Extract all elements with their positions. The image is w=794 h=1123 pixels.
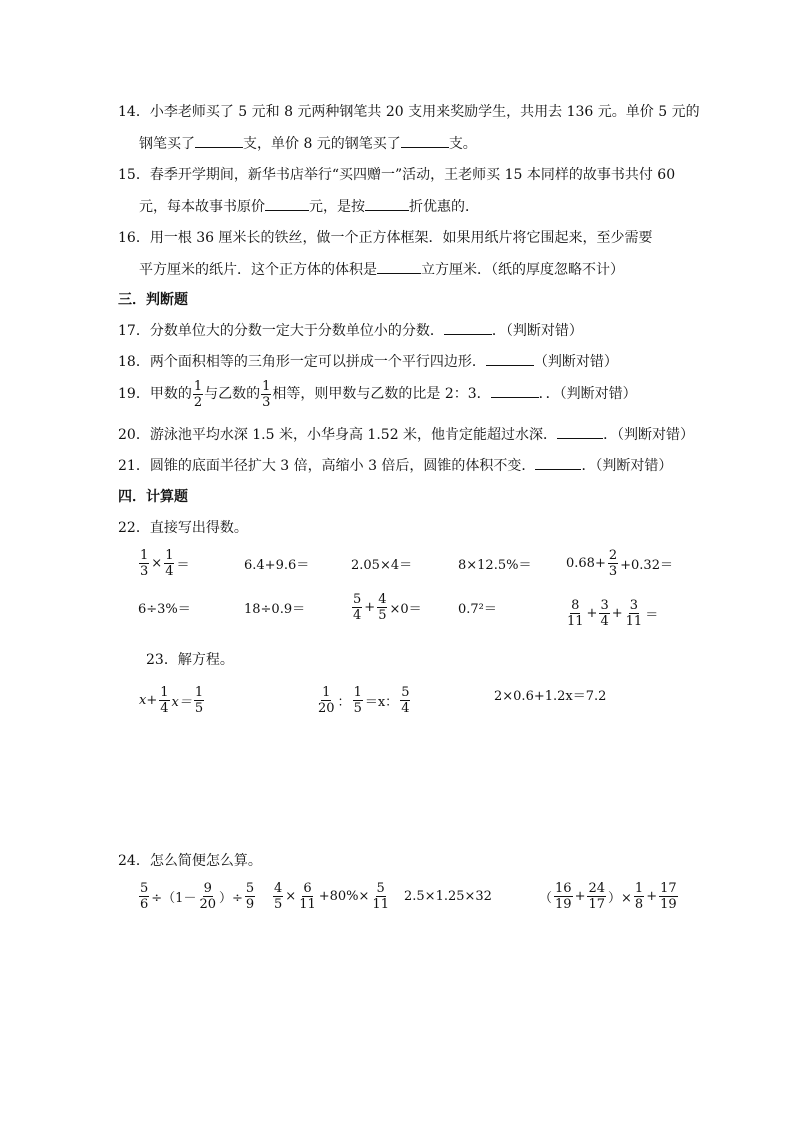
answer-blank[interactable] <box>535 455 581 470</box>
fraction <box>400 685 410 716</box>
fraction <box>634 881 644 912</box>
question-17-text: 17．分数单位大的分数一定大于分数单位小的分数． <box>118 323 444 339</box>
fraction <box>625 598 644 629</box>
question-21-suffix: ．（判断对错） <box>581 458 673 474</box>
expression <box>565 543 674 583</box>
question-21-text: 21．圆锥的底面半径扩大 3 倍，高缩小 3 倍后，圆锥的体积不变． <box>118 458 536 474</box>
denominator: 4 <box>160 700 169 716</box>
denominator: 4 <box>353 607 362 623</box>
numerator: 16 <box>555 880 572 896</box>
fraction <box>273 881 283 912</box>
fraction <box>139 548 149 579</box>
question-24-title: 24．怎么简便怎么算。 <box>118 853 262 869</box>
denominator: 11 <box>567 613 584 629</box>
numerator: 1 <box>160 684 169 700</box>
numerator: 6 <box>303 880 312 896</box>
expression-part: x＝ <box>171 694 192 710</box>
denominator: 5 <box>274 896 283 912</box>
operator: + <box>364 599 376 615</box>
question-19-suffix: ．．（判断对错） <box>538 386 637 402</box>
fraction <box>317 685 336 716</box>
operator: × <box>151 555 163 571</box>
denominator: 6 <box>140 896 149 912</box>
expression <box>272 876 391 916</box>
fraction <box>377 592 387 623</box>
expression-part: × <box>285 888 297 904</box>
numerator: 1 <box>262 378 271 394</box>
numerator: 8 <box>571 597 580 613</box>
answer-blank[interactable] <box>377 259 421 274</box>
question-14-text-b2: 支，单价 8 元的钢笔买了 <box>243 136 401 152</box>
expression <box>538 876 679 916</box>
numerator: 17 <box>660 880 677 896</box>
answer-blank[interactable] <box>195 133 243 148</box>
expression: 8×12.5%＝ <box>458 557 532 573</box>
numerator: 4 <box>274 880 283 896</box>
numerator: 5 <box>140 880 149 896</box>
equation <box>138 680 205 720</box>
fraction <box>353 685 363 716</box>
expression <box>138 876 256 916</box>
denominator: 5 <box>378 607 387 623</box>
denominator: 2 <box>193 394 203 410</box>
equals: ＝ <box>176 557 190 573</box>
question-18-suffix: （判断对错） <box>533 354 618 370</box>
denominator: 4 <box>600 613 609 629</box>
question-20 <box>118 424 694 445</box>
question-16-line2 <box>139 259 624 280</box>
question-15-text-b3: 折优惠的． <box>409 199 479 215</box>
fraction <box>659 881 678 912</box>
expression: 6.4+9.6＝ <box>244 557 310 573</box>
denominator: 20 <box>318 700 335 716</box>
question-17 <box>118 320 583 341</box>
expression-part: （ <box>539 890 553 906</box>
expression <box>351 587 423 627</box>
denominator: 11 <box>372 896 389 912</box>
denominator: 4 <box>165 563 174 579</box>
numerator: 2 <box>608 547 618 563</box>
denominator: 19 <box>555 896 572 912</box>
fraction <box>566 598 585 629</box>
expression-part: + <box>646 888 658 904</box>
denominator: 11 <box>299 896 316 912</box>
numerator: 1 <box>140 547 149 563</box>
question-14-line2 <box>139 133 477 154</box>
question-20-text: 20．游泳池平均水深 1.5 米，小华身高 1.52 米，他肯定能超过水深． <box>118 427 558 443</box>
answer-blank[interactable] <box>401 133 449 148</box>
numerator: 5 <box>376 880 385 896</box>
denominator: 17 <box>588 896 606 912</box>
expression: 6÷3%＝ <box>138 601 191 617</box>
expression-part: +80%× <box>318 888 370 904</box>
equation <box>316 680 411 720</box>
denominator: 3 <box>140 563 149 579</box>
expression: 18÷0.9＝ <box>244 601 306 617</box>
expression-part: +0.32＝ <box>620 557 673 573</box>
numerator: 4 <box>378 591 387 607</box>
numerator: 5 <box>401 684 410 700</box>
numerator: 1 <box>165 547 174 563</box>
question-18 <box>118 351 618 372</box>
denominator: 20 <box>199 896 216 912</box>
equals: ＝ <box>645 607 659 623</box>
question-15-line2 <box>139 196 479 217</box>
expression-part: ×0＝ <box>389 601 422 617</box>
numerator: 1 <box>193 378 203 394</box>
question-22-title: 22．直接写出得数。 <box>118 520 248 536</box>
question-15-text-b2: 元，是按 <box>309 199 365 215</box>
denominator: 5 <box>194 700 204 716</box>
numerator: 24 <box>588 880 606 896</box>
fraction <box>599 598 609 629</box>
question-14-text: 14．小李老师买了 5 元和 8 元两种钢笔共 20 支用来奖励学生，共用去 136 元。单价 5 元的 <box>118 104 700 120</box>
expression-part: ）× <box>608 890 632 906</box>
fraction <box>164 548 174 579</box>
section-heading-judgement: 三．判断题 <box>118 292 188 308</box>
fraction <box>371 881 390 912</box>
question-14-line1 <box>118 102 700 122</box>
denominator: 3 <box>608 563 618 579</box>
denominator: 3 <box>262 394 271 410</box>
question-20-suffix: ．（判断对错） <box>603 427 695 443</box>
fraction <box>245 881 255 912</box>
fraction <box>194 685 204 716</box>
numerator: 1 <box>634 880 644 896</box>
answer-blank[interactable] <box>486 351 534 366</box>
operator: + <box>611 605 623 621</box>
numerator: 5 <box>353 591 362 607</box>
expression-part: + <box>574 888 586 904</box>
denominator: 19 <box>660 896 677 912</box>
question-15-line1 <box>118 165 675 185</box>
question-16-line1 <box>118 228 653 248</box>
fraction <box>198 881 217 912</box>
question-21 <box>118 455 672 476</box>
denominator: 8 <box>634 896 644 912</box>
numerator: 1 <box>322 684 331 700</box>
denominator: 9 <box>245 896 255 912</box>
expression: 0.7²＝ <box>458 601 497 617</box>
expression-part: ： <box>337 694 351 710</box>
fraction <box>298 881 317 912</box>
question-16-text-b1: 平方厘米的纸片．这个正方体的体积是 <box>139 262 377 278</box>
fraction <box>352 592 362 623</box>
fraction <box>587 881 606 912</box>
answer-blank[interactable] <box>365 196 409 211</box>
question-19-text-c: 相等，则甲数与乙数的比是 2：3． <box>272 386 491 402</box>
question-14-text-b3: 支。 <box>448 136 477 152</box>
question-16-text: 16．用一根 36 厘米长的铁丝，做一个正方体框架．如果用纸片将它围起来，至少需要 <box>118 230 653 246</box>
expression: 2.05×4＝ <box>351 557 413 573</box>
fraction <box>261 379 271 410</box>
expression-part: x+ <box>139 692 158 708</box>
question-19 <box>118 376 637 412</box>
numerator: 5 <box>245 880 255 896</box>
question-19-text-a: 19．甲数的 <box>118 386 192 402</box>
denominator: 5 <box>353 700 362 716</box>
fraction <box>159 685 169 716</box>
fraction <box>193 379 203 410</box>
expression <box>565 593 659 633</box>
question-16-text-b2: 立方厘米．（纸的厚度忽略不计） <box>421 262 624 278</box>
denominator: 4 <box>401 700 410 716</box>
question-14-text-b1: 钢笔买了 <box>139 136 195 152</box>
expression-part: ）÷ <box>219 890 243 906</box>
answer-blank[interactable] <box>444 320 492 335</box>
section-heading-calculation: 四．计算题 <box>118 489 188 505</box>
question-17-suffix: ．（判断对错） <box>491 323 583 339</box>
expression-part: ＝x： <box>364 694 399 710</box>
expression-part: 0.68+ <box>566 555 606 571</box>
expression <box>138 543 190 583</box>
question-15-text: 15．春季开学期间，新华书店举行“买四赠一”活动，王老师买 15 本同样的故事书共付 60 <box>118 167 676 183</box>
question-18-text: 18．两个面积相等的三角形一定可以拼成一个平行四边形． <box>118 354 486 370</box>
expression-part: ÷（1－ <box>151 890 197 906</box>
equation: 2×0.6+1.2x＝7.2 <box>494 688 607 704</box>
question-15-text-b1: 元，每本故事书原价 <box>139 199 265 215</box>
question-19-text-b: 与乙数的 <box>204 386 261 402</box>
question-23-title: 23．解方程。 <box>146 652 234 668</box>
numerator: 1 <box>353 684 362 700</box>
expression: 2.5×1.25×32 <box>404 888 492 904</box>
fraction <box>139 881 149 912</box>
numerator: 3 <box>600 597 609 613</box>
fraction <box>608 548 618 579</box>
answer-blank[interactable] <box>265 196 309 211</box>
answer-blank[interactable] <box>557 424 603 439</box>
numerator: 1 <box>194 684 204 700</box>
operator: + <box>586 605 598 621</box>
answer-blank[interactable] <box>491 383 539 398</box>
denominator: 11 <box>625 613 643 629</box>
fraction <box>554 881 573 912</box>
numerator: 3 <box>629 597 639 613</box>
numerator: 9 <box>203 880 212 896</box>
